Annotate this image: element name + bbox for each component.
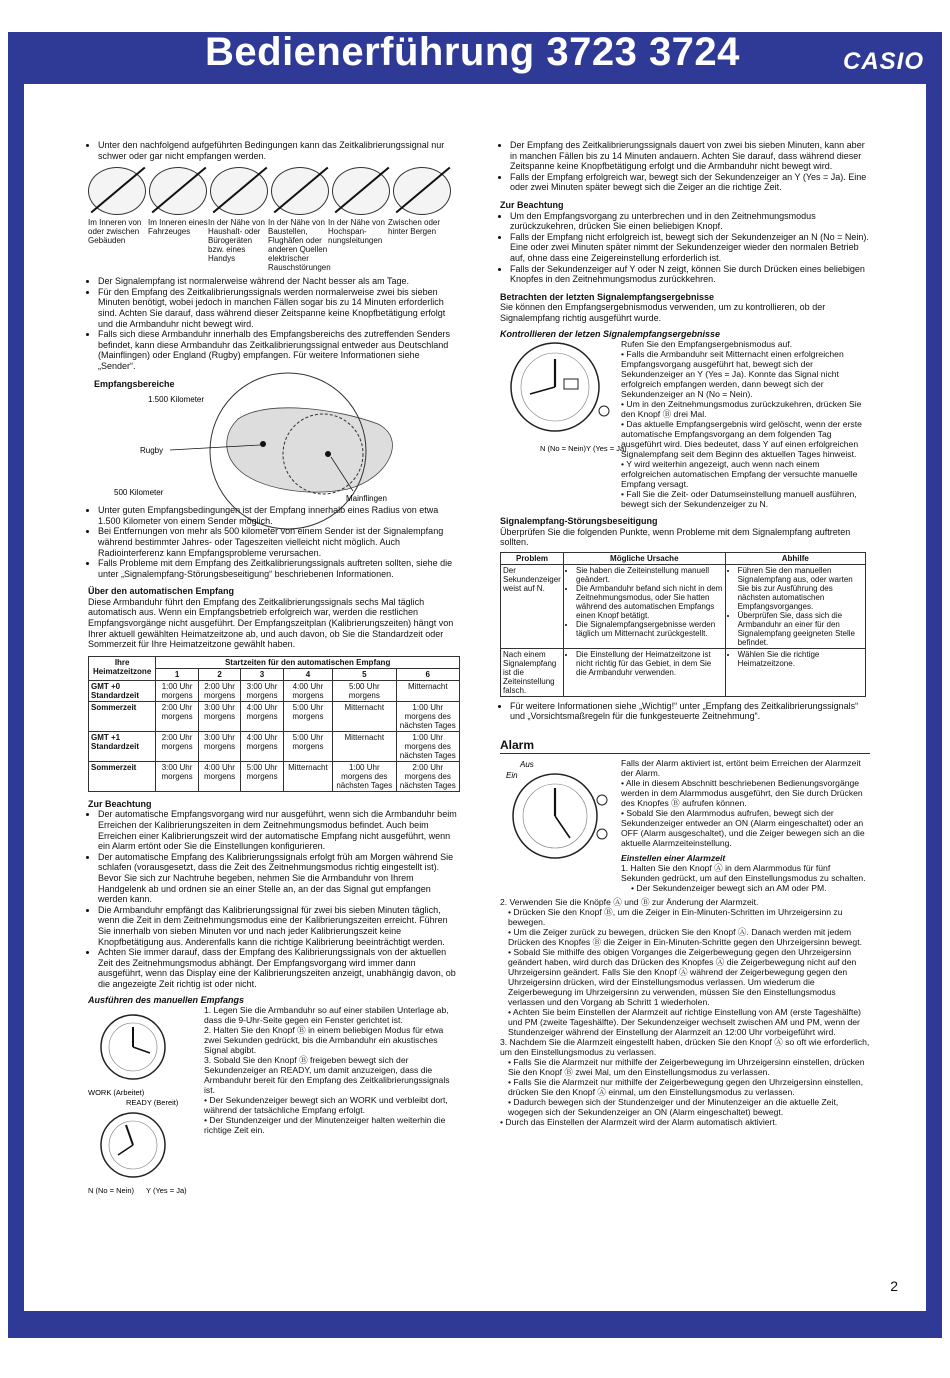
last-text: Sie können den Empfangsergebnismodus verwenden, um zu kontrollieren, ob der Signalempfang richtig ausgeführt wurde. <box>500 302 826 323</box>
alarm-heading: Alarm <box>500 740 870 754</box>
note-item: • Achten Sie immer darauf, dass der Empfang des Kalibrierungssignals von der aktuellen Zeit des Zeitnehmungsmodus abhängt. Der Empfangsvorgang wird immer dann ausgeführt, wenn das Display eine der Kalibrierungszeiten anzeigt, unabhängig davon, ob die angezeigte Zeit richtig ist oder nicht. <box>98 947 458 989</box>
intro-text: • Unter den nachfolgend aufgeführten Bedingungen kann das Zeitkalibrierungssignal nur schwer oder gar nicht empfangen werden. <box>98 140 458 161</box>
step: • Der Stundenzeiger und der Minutenzeiger halten weiterhin die richtige Zeit ein. <box>204 1115 446 1136</box>
map-label-500: 500 Kilometer <box>114 488 164 498</box>
col-num: 3 <box>241 668 283 680</box>
alarm-step: • Um die Zeiger zurück zu bewegen, drücken Sie den Knopf Ⓐ. Danach werden mit jedem Drücken des Knopfes Ⓑ die Zeiger in Ein-Minuten-Schritte gegen den Uhrzeigersinn bewegt. <box>508 926 862 947</box>
left-column <box>88 140 458 1195</box>
step: 1. Legen Sie die Armbanduhr so auf einer stabilen Unterlage ab, dass die 9-Uhr-Seite gegen ein Fenster gerichtet ist. <box>204 1005 449 1026</box>
trouble-table <box>500 552 866 697</box>
step: 3. Sobald Sie den Knopf Ⓑ freigeben bewegt sich der Sekundenzeiger an READY, um damit anzuzeigen, dass die Armbanduhr bereit für den Empfang des Zeitkalibrierungssignals ist. <box>204 1055 450 1096</box>
trouble-after: • Für weitere Informationen siehe „Wichtig!“ unter „Empfang des Zeitkalibrierungssignals“ und „Vorsichtsmaßregeln für die funkgesteuerte Zeitnehmung“. <box>510 701 870 722</box>
page-number: 2 <box>890 1278 898 1294</box>
map-label-mainflingen: Mainflingen <box>346 494 387 504</box>
alarm-step: • Drücken Sie den Knopf Ⓑ, um die Zeiger in Ein-Minuten-Schritten im Uhrzeigersinn zu bewegen. <box>508 906 843 927</box>
check-item: • Falls die Armbanduhr seit Mitternacht einen erfolgreichen Empfangsvorgang ausgeführt hat, bewegt sich der Sekundenzeiger an Y (Yes = Ja). Konnte das Signal nicht erfolgreich empfangen werden, dann bewegt sich der Sekundenzeiger an N (No = Nein). <box>621 349 844 400</box>
bullet-item: • Unter guten Empfangsbedingungen ist der Empfang innerhalb eines Radius von etwa 1.500 Kilometer von einem Sender möglich. <box>98 505 458 526</box>
trouble-text: Überprüfen Sie die folgenden Punkte, wenn Probleme mit dem Signalempfang auftreten sollten. <box>500 526 851 548</box>
note-item: • Der automatische Empfangsvorgang wird nur ausgeführt, wenn sich die Armbanduhr beim Erreichen der Kalibrierungszeiten in dem Zeitnehmungsmodus befindet. Auch beim Erreichen einer Kalibrierungszeit wird der automatische Empfang nicht ausgeführt, wenn ein Alarm ertönt oder Sie die Einstellungen konfigurieren. <box>98 809 458 851</box>
condition-label: Zwischen oder hinter Bergen <box>388 218 441 237</box>
step: 2. Halten Sie den Knopf Ⓑ in einem beliebigen Modus für etwa zwei Sekunden gedrückt, bis die Armbanduhr ein akustisches Signal abgibt. <box>204 1025 444 1056</box>
brand-logo: CASIO <box>842 48 924 75</box>
check-watch-figure <box>500 339 627 459</box>
set-step: • Der Sekundenzeiger bewegt sich an AM oder PM. <box>631 882 827 893</box>
col-fix: Abhilfe <box>725 552 865 564</box>
auto-heading: Über den automatischen Empfang <box>88 586 235 597</box>
note-item: • Um den Empfangsvorgang zu unterbrechen und in den Zeitnehmungsmodus zurückzukehren, drücken Sie einen beliebigen Knopf. <box>510 211 870 232</box>
condition-label: Im Inneren von oder zwischen Gebäuden <box>88 218 142 246</box>
map-label-rugby: Rugby <box>140 446 164 456</box>
condition-label: Im Inneren eines Fahrzeuges <box>148 218 208 237</box>
bullet-item: • Falls sich diese Armbanduhr innerhalb des Empfangsbereichs des zutreffenden Senders befindet, kann diese Armbanduhr das Zeitkalibrierungssignal entweder aus Deutschland (Mainflingen) oder England (Rugby) empfangen. Für weitere Informationen siehe „Sender“. <box>98 329 458 371</box>
right-column <box>500 140 870 1127</box>
alarm-off-label: Aus <box>520 759 534 769</box>
col-num: 1 <box>156 668 198 680</box>
vehicle-icon <box>149 167 207 215</box>
col-problem: Problem <box>501 552 564 564</box>
check-no-label: N (No = Nein) <box>540 444 587 454</box>
condition-icons <box>88 167 458 215</box>
check-item: • Um in den Zeitnehmungsmodus zurückzukehren, drücken Sie den Knopf Ⓑ drei Mal. <box>621 399 862 420</box>
bullet-item: • Der Empfang des Zeitkalibrierungssignals dauert von zwei bis sieben Minuten, kann aber in manchen Fällen bis zu 14 Minuten andauern. Achten Sie darauf, dass während dieser Zeitspanne keine Knopfbetätigung erfolgt und die Armbanduhr nicht bewegt wird. <box>510 140 870 172</box>
mountains-icon <box>393 167 451 215</box>
power-line-icon <box>332 167 390 215</box>
alarm-step: • Durch das Einstellen der Alarmzeit wird der Alarm automatisch aktiviert. <box>500 1116 778 1127</box>
reception-map <box>88 389 458 505</box>
col-num: 6 <box>396 668 459 680</box>
range-heading: Empfangsbereiche <box>94 378 175 389</box>
alarm-intro: Falls der Alarm aktiviert ist, ertönt beim Erreichen der Alarmzeit der Alarm. <box>621 757 861 778</box>
check-item: • Fall Sie die Zeit- oder Datumseinstellung manuell ausführen, bewegt sich der Sekundenzeiger zu N. <box>621 489 857 510</box>
table-row: Sommerzeit 2:00 Uhr morgens 3:00 Uhr morgens 4:00 Uhr morgens 5:00 Uhr morgens Mitternacht 1:00 Uhr morgens des nächsten Tages <box>89 701 460 731</box>
col-start: Startzeiten für den automatischen Empfang <box>156 656 460 668</box>
bullet-item: • Falls der Empfang erfolgreich war, bewegt sich der Sekundenzeiger an Y (Yes = Ja). Eine oder zwei Minuten später bewegt sich die Zeiger an die richtige Zeit. <box>510 172 870 193</box>
alarm-intro: • Alle in diesem Abschnitt beschriebenen Bedienungsvorgänge werden in dem Alarmmodus ausgeführt, den Sie durch Drücken des Knopfes Ⓑ aufrufen können. <box>621 777 863 808</box>
alarm-step: 3. Nachdem Sie die Alarmzeit eingestellt haben, drücken Sie den Knopf Ⓐ so oft wie erforderlich, um den Einstellungsmodus zu verlassen. <box>500 1036 870 1057</box>
table-row: Der Sekundenzeiger weist auf N. • Sie haben die Zeiteinstellung manuell geändert. • Die Armbanduhr befand sich nicht in dem Zeitnehmungsmodus, oder Sie hatten während des automatischen Empfangs einen Knopf betätigt. • Die Signalempfangsergebnisse werden täglich um Mitternacht zurückgestellt. • Führen Sie den manuellen Signalempfang aus, oder warten Sie bis zur Ausführung des nächsten automatischen Empfangsvorganges. • Überprüfen Sie, dass sich die Armbanduhr an einer für den Signalempfang geeigneten Stelle befindet. <box>501 564 866 648</box>
note-heading: Zur Beachtung <box>88 798 152 809</box>
work-label: WORK (Arbeitet) <box>88 1088 145 1098</box>
auto-text: Diese Armbanduhr führt den Empfang des Zeitkalibrierungssignals sechs Mal täglich automatisch aus. Wenn ein Empfangsbetrieb erfolgreich war, werden die restlichen Empfangsvorgänge nicht ausgeführt. Der Empfangszeitplan (Kalibrierungszeiten) hängt von Ihrer aktuell gewählten Heimatzeitzone ab, und auch davon, ob Sie die Standardzeit oder Sommerzeit für Ihre Heimatzeitzone gewählt haben. <box>88 596 454 650</box>
note-item: • Die Armbanduhr empfängt das Kalibrierungssignal für zwei bis sieben Minuten täglich, wenn die Zeit in dem Zeitnehmungsmodus eine der Kalibrierungszeiten erreicht. Führen Sie innerhalb von sieben Minuten vor und nach jeder Kalibrierungszeit keine Knopfbetätigung aus. Anderenfalls kann die richtige Kalibrierung beeinträchtigt werden. <box>98 905 458 947</box>
ready-label: READY (Bereit) <box>126 1098 179 1108</box>
bullet-item: • Bei Entfernungen von mehr als 500 kilometer von einem Sender ist der Signalempfang während bestimmter Jahres- oder Tageszeiten vielleicht nicht möglich. Auch Radiointerferenz kann Empfangsprobleme verursachen. <box>98 526 458 558</box>
alarm-step: 2. Verwenden Sie die Knöpfe Ⓐ und Ⓑ zur Änderung der Alarmzeit. <box>500 896 759 907</box>
check-yes-label: Y (Yes = Ja) <box>586 444 627 454</box>
note-item: • Der automatische Empfang des Kalibrierungssignals erfolgt früh am Morgen während Sie schlafen (vorausgesetzt, dass die Zeit des Zeitnehmungsmodus richtig eingestellt ist). Bevor Sie sich zur Nachtruhe begeben, nehmen Sie die Armbanduhr von Ihrem Handgelenk ab und ordnen sie an einer Stelle an, an der das Signal gut empfangen werden kann. <box>98 852 458 905</box>
alarm-on-label: Ein <box>506 770 518 780</box>
alarm-step: • Achten Sie beim Einstellen der Alarmzeit auf richtige Einstellung von AM (erste Tageshälfte) und PM (zweite Tageshälfte). Der Sekundenzeiger wechselt zwischen AM und PM, wenn der Stundenzeiger während der Einstellung der Alarmzeit an 12:00 Uhr vorbeigeführt wird. <box>508 1006 861 1037</box>
map-label-1500: 1.500 Kilometer <box>148 395 205 405</box>
step: • Der Sekundenzeiger bewegt sich an WORK und verbleibt dort, während der tatsächliche Empfang erfolgt. <box>204 1095 448 1116</box>
check-item: • Y wird weiterhin angezeigt, auch wenn nach einem erfolgreichen automatischen Empfang der versuchte manuelle Empfang versagt. <box>621 459 858 490</box>
alarm-step: • Falls Sie die Alarmzeit nur mithilfe der Zeigerbewegung gegen den Uhrzeigersinn einstellen, drücken Sie den Knopf Ⓐ einmal, um den Einstellungsmodus zu verlassen. <box>508 1076 864 1097</box>
col-num: 2 <box>198 668 240 680</box>
note-item: • Falls der Sekundenzeiger auf Y oder N zeigt, können Sie durch Drücken eines beliebigen Knopfes in den Zeitnehmungsmodus zurückkehren. <box>510 264 870 285</box>
alarm-watch-figure <box>500 758 615 863</box>
construction-icon <box>271 167 329 215</box>
note-heading: Zur Beachtung <box>500 199 564 210</box>
check-item: Rufen Sie den Empfangsergebnismodus auf. <box>621 339 793 350</box>
last-heading: Betrachten der letzten Signalempfangsergebnisse <box>500 291 715 302</box>
bullet-item: • Falls Probleme mit dem Empfang des Zeitkalibrierungssignals auftreten sollten, siehe die unter „Signalempfang-Störungsbeseitigung“ beschriebenen Informationen. <box>98 558 458 579</box>
appliances-icon <box>210 167 268 215</box>
bullet-item: • Der Signalempfang ist normalerweise während der Nacht besser als am Tage. <box>98 276 458 287</box>
alarm-step: • Dadurch bewegen sich der Stundenzeiger und der Minutenzeiger an die aktuelle Zeit, wogegen sich der Sekundenzeiger an ON (Alarm eingeschaltet) bewegt. <box>508 1096 839 1117</box>
buildings-icon <box>88 167 146 215</box>
condition-labels <box>88 218 458 272</box>
bullet-item: • Für den Empfang des Zeitkalibrierungssignals werden normalerweise zwei bis sieben Minuten benötigt, wobei jedoch in manchen Fällen sogar bis zu 14 Minuten erforderlich sind. Achten Sie darauf, dass während dieser Zeitspanne keine Knopfbetätigung erfolgt und die Armbanduhr nicht bewegt wird. <box>98 287 458 329</box>
no-label: N (No = Nein) <box>88 1186 135 1196</box>
condition-label: In der Nähe von Baustellen, Flughäfen oder anderen Quellen elektrischer Rauschstörungen <box>268 218 331 273</box>
set-heading: Einstellen einer Alarmzeit <box>621 852 726 863</box>
manual-heading: Ausführen des manuellen Empfangs <box>88 994 245 1005</box>
alarm-step: • Falls Sie die Alarmzeit nur mithilfe der Zeigerbewegung im Uhrzeigersinn einstellen, drücken Sie den Knopf Ⓑ zwei Mal, um den Einstellungsmodus zu verlassen. <box>508 1056 865 1077</box>
alarm-step: • Sobald Sie mithilfe des obigen Vorganges die Zeigerbewegung gegen den Uhrzeigersinn geändert haben, wird durch das Drücken des Knopfes Ⓐ die Zeigerbewegung nicht auf den Uhrzeigersinn geändert. Falls Sie den Knopf Ⓐ während der Zeigerbewegung gegen den Uhrzeigersinn drücken, wird der Einstellungsmodus verlassen. Um wiederum die Zeigerbewegung im Uhrzeigersinn zu verwenden, müssen Sie den Einstellungsmodus verlassen und den Vorgang ab Schritt 1 wiederholen. <box>508 946 857 1007</box>
col-cause: Mögliche Ursache <box>564 552 726 564</box>
table-row: Sommerzeit 3:00 Uhr morgens 4:00 Uhr morgens 5:00 Uhr morgens Mitternacht 1:00 Uhr morgens des nächsten Tages 2:00 Uhr morgens des nächsten Tages <box>89 761 460 791</box>
note-item: • Falls der Empfang nicht erfolgreich ist, bewegt sich der Sekundenzeiger an N (No = Nein). Eine oder zwei Minuten später nimmt der Sekundenzeiger wieder den normalen Betrieb auf, ohne dass eine Zeigereinstellung erforderlich ist. <box>510 232 870 264</box>
col-home: Ihre Heimatzeitzone <box>89 656 156 680</box>
condition-label: In der Nähe von Haushalt- oder Bürogeräten bzw. eines Handys <box>208 218 265 264</box>
check-heading: Kontrollieren der letzen Signalempfangsergebnisse <box>500 328 721 339</box>
schedule-table <box>88 656 460 792</box>
page-title: Bedienerführung 3723 3724 <box>205 30 740 74</box>
col-num: 4 <box>283 668 332 680</box>
manual-watch-figure <box>88 1005 198 1195</box>
check-item: • Das aktuelle Empfangsergebnis wird gelöscht, wenn der erste automatische Empfangsvorgang an dem folgenden Tag ausgeführt wird. Dies bedeutet, dass Y auf einen erfolgreichen Signalempfang seit dem Beginn des aktuellen Tages hinweist. <box>621 419 862 460</box>
col-num: 5 <box>333 668 396 680</box>
table-row: Nach einem Signalempfang ist die Zeiteinstellung falsch. • Die Einstellung der Heimatzeitzone ist nicht richtig für das Gebiet, in dem Sie die Armbanduhr verwenden. • Wählen Sie die richtige Heimatzeitzone. <box>501 648 866 696</box>
condition-label: In der Nähe von Hochspan-nungsleitungen <box>328 218 385 246</box>
trouble-heading: Signalempfang-Störungsbeseitigung <box>500 516 658 527</box>
table-row: GMT +1 Standardzeit 2:00 Uhr morgens 3:00 Uhr morgens 4:00 Uhr morgens 5:00 Uhr morgens Mitternacht 1:00 Uhr morgens des nächsten Tages <box>89 731 460 761</box>
table-row: GMT +0 Standardzeit 1:00 Uhr morgens 2:00 Uhr morgens 3:00 Uhr morgens 4:00 Uhr morgens 5:00 Uhr morgens Mitternacht <box>89 680 460 701</box>
alarm-intro: • Sobald Sie den Alarmmodus aufrufen, bewegt sich der Sekundenzeiger entweder an ON (Alarm eingeschaltet) oder an OFF (Alarm ausgeschaltet), und die Zeiger bewegen sich an die aktuelle Alarmzeiteinstellung. <box>621 807 865 848</box>
set-step: 1. Halten Sie den Knopf Ⓐ in dem Alarmmodus für fünf Sekunden gedrückt, um auf den Einstellungsmodus zu schalten. <box>621 862 866 883</box>
yes-label: Y (Yes = Ja) <box>146 1186 187 1196</box>
